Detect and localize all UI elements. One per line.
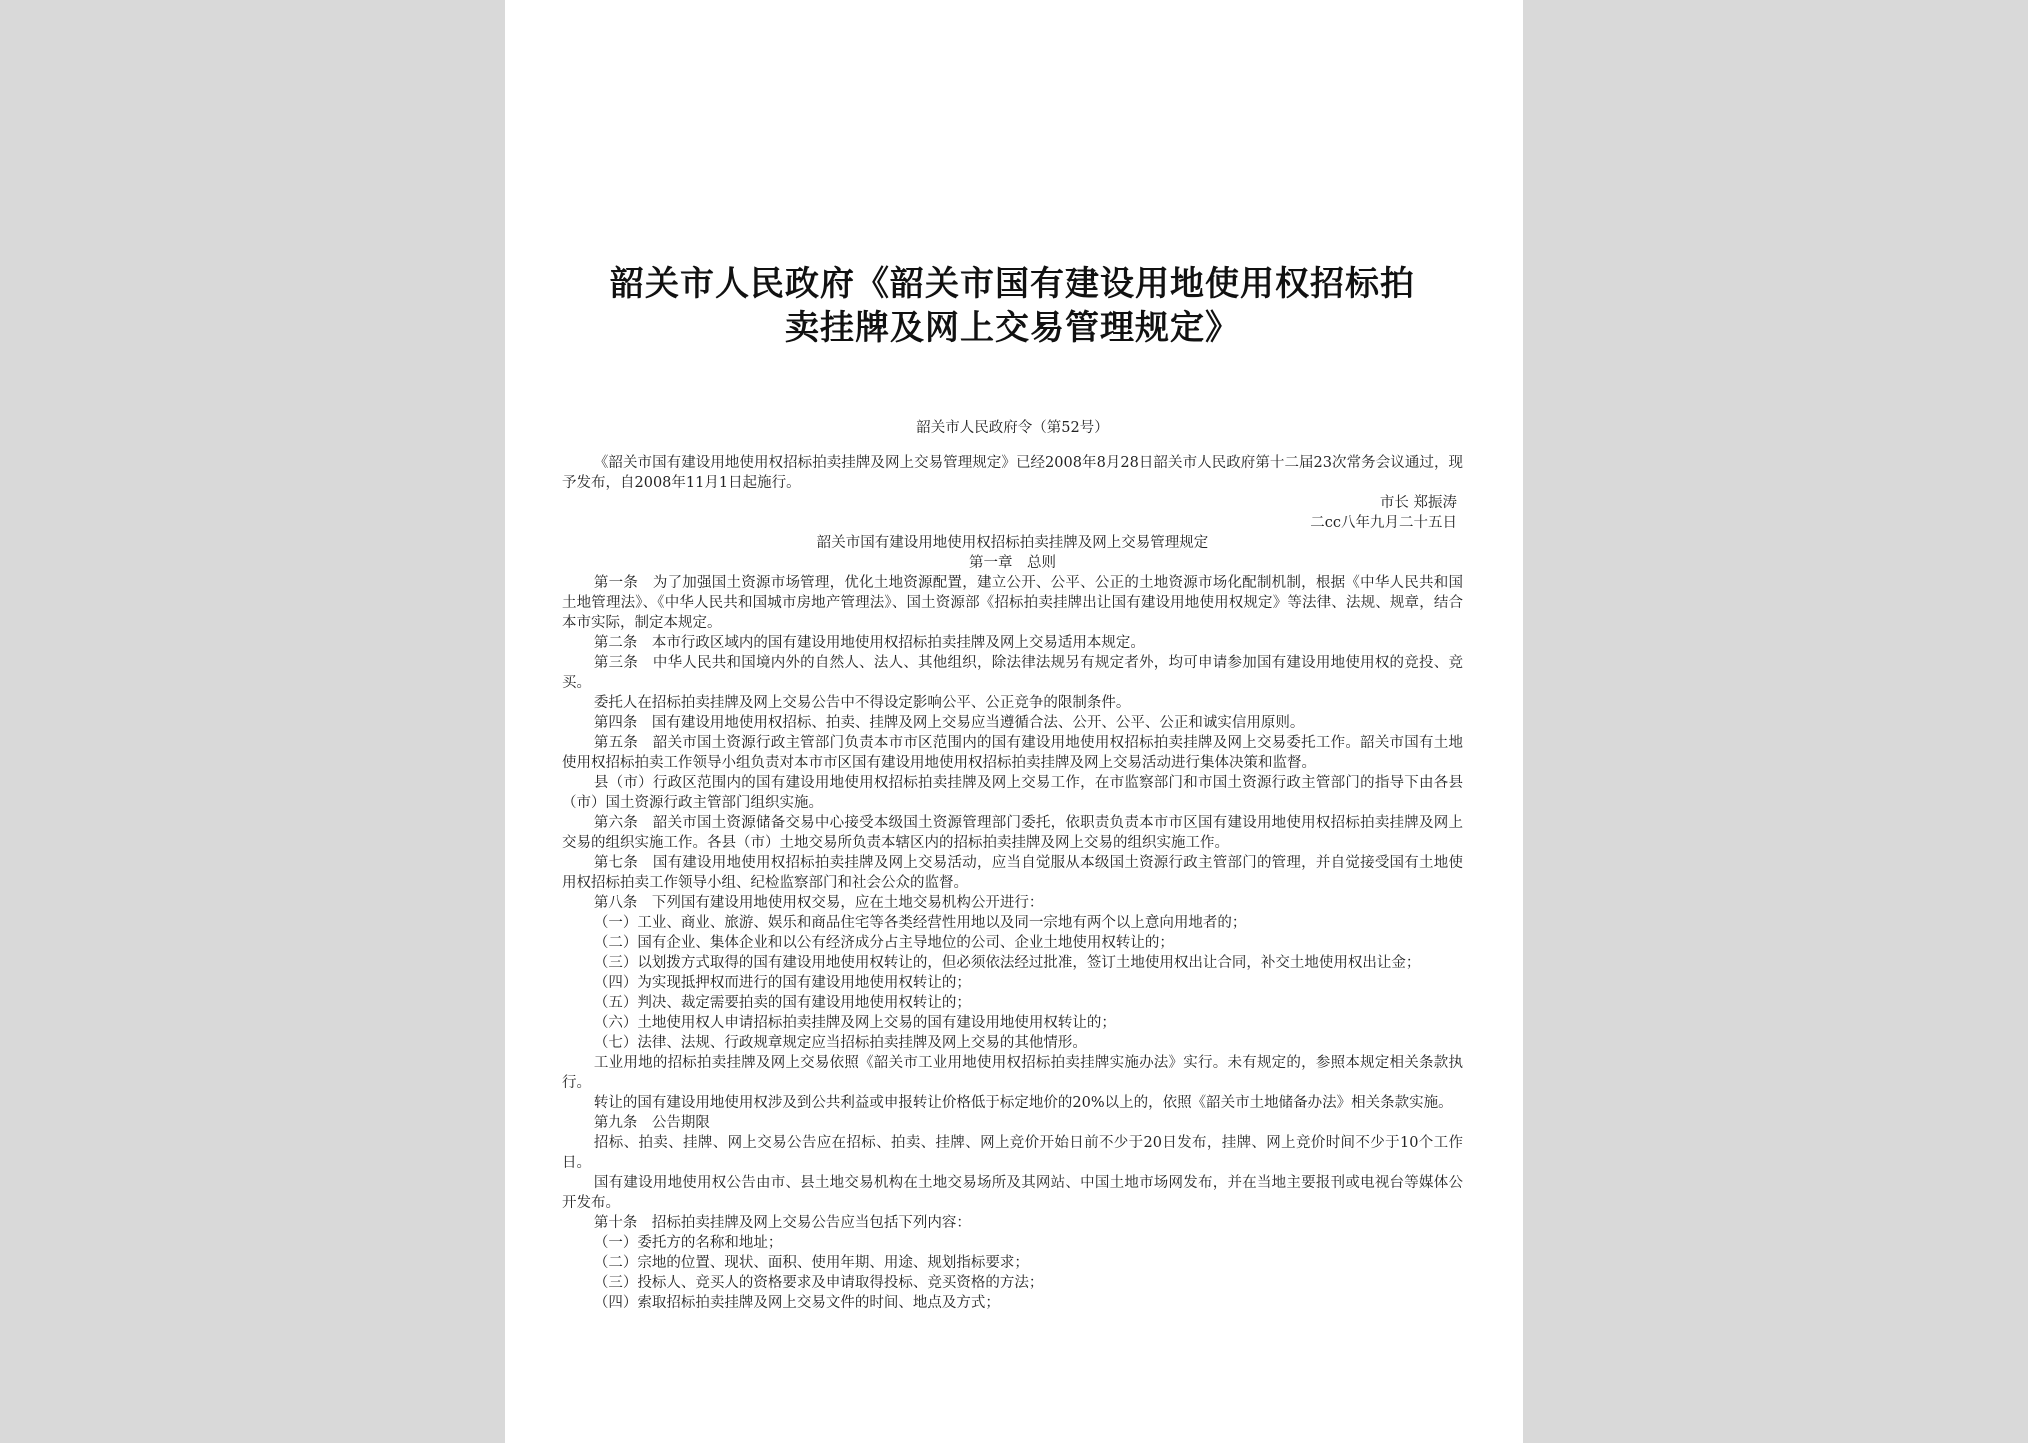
paragraph: 委托人在招标拍卖挂牌及网上交易公告中不得设定影响公平、公正竞争的限制条件。 <box>593 694 1131 711</box>
document-title <box>562 262 1463 350</box>
paragraph: 转让的国有建设用地使用权涉及到公共利益或申报转让价格低于标定地价的20%以上的，依照《韶关市土地储备办法》相关条款实施。 <box>593 1094 1453 1111</box>
paragraph: 第三条 中华人民共和国境内外的自然人、法人、其他组织，除法律法规另有规定者外，均可申请参加国有建设用地使用权的竞投、竞买。 <box>562 654 1463 691</box>
regulation-title: 韶关市国有建设用地使用权招标拍卖挂牌及网上交易管理规定 <box>816 534 1209 551</box>
document-body <box>562 418 1463 1313</box>
document-page <box>505 0 1523 1443</box>
paragraph: 第七条 国有建设用地使用权招标拍卖挂牌及网上交易活动，应当自觉服从本级国土资源行政主管部门的管理，并自觉接受国有土地使用权招标拍卖工作领导小组、纪检监察部门和社会公众的监督。 <box>562 854 1463 891</box>
list-item: （四）索取招标拍卖挂牌及网上交易文件的时间、地点及方式； <box>593 1294 1000 1311</box>
paragraph: 招标、拍卖、挂牌、网上交易公告应在招标、拍卖、挂牌、网上竞价开始日前不少于20日发布，挂牌、网上竞价时间不少于10个工作日。 <box>562 1134 1463 1171</box>
preamble: 《韶关市国有建设用地使用权招标拍卖挂牌及网上交易管理规定》已经2008年8月28日韶关市人民政府第十二届23次常务会议通过，现予发布，自2008年11月1日起施行。 <box>562 454 1463 491</box>
paragraph: 第五条 韶关市国土资源行政主管部门负责本市市区范围内的国有建设用地使用权招标拍卖挂牌及网上交易委托工作。韶关市国有土地使用权招标拍卖工作领导小组负责对本市市区国有建设用地使用权招标拍卖挂牌及网上交易活动进行集体决策和监督。 <box>562 734 1463 771</box>
paragraph: 第一条 为了加强国土资源市场管理，优化土地资源配置，建立公开、公平、公正的土地资源市场化配制机制，根据《中华人民共和国土地管理法》、《中华人民共和国城市房地产管理法》、国土资源部《招标拍卖挂牌出让国有建设用地使用权规定》等法律、法规、规章，结合本市实际，制定本规定。 <box>562 574 1463 631</box>
list-item: （三）以划拨方式取得的国有建设用地使用权转让的，但必须依法经过批准，签订土地使用权出让合同，补交土地使用权出让金； <box>593 954 1421 971</box>
list-item: （五）判决、裁定需要拍卖的国有建设用地使用权转让的； <box>593 994 971 1011</box>
sign-date: 二cc八年九月二十五日 <box>1310 514 1457 531</box>
paragraph: 工业用地的招标拍卖挂牌及网上交易依照《韶关市工业用地使用权招标拍卖挂牌实施办法》实行。未有规定的，参照本规定相关条款执行。 <box>562 1054 1463 1091</box>
order-number: 韶关市人民政府令（第52号） <box>916 420 1109 436</box>
paragraph: 第四条 国有建设用地使用权招标、拍卖、挂牌及网上交易应当遵循合法、公开、公平、公正和诚实信用原则。 <box>593 714 1305 731</box>
list-item: （一）工业、商业、旅游、娱乐和商品住宅等各类经营性用地以及同一宗地有两个以上意向用地者的； <box>593 914 1247 931</box>
list-item: （二）宗地的位置、现状、面积、使用年期、用途、规划指标要求； <box>593 1254 1029 1271</box>
paragraph: 第二条 本市行政区域内的国有建设用地使用权招标拍卖挂牌及网上交易适用本规定。 <box>593 634 1145 651</box>
list-item: （三）投标人、竞买人的资格要求及申请取得投标、竞买资格的方法； <box>593 1274 1044 1291</box>
title-line-1: 韶关市人民政府《韶关市国有建设用地使用权招标拍 <box>610 264 1415 304</box>
paragraph: 第六条 韶关市国土资源储备交易中心接受本级国土资源管理部门委托，依职责负责本市市区国有建设用地使用权招标拍卖挂牌及网上交易的组织实施工作。各县（市）土地交易所负责本辖区内的招标拍卖挂牌及网上交易的组织实施工作。 <box>562 814 1463 851</box>
list-item: （二）国有企业、集体企业和以公有经济成分占主导地位的公司、企业土地使用权转让的； <box>593 934 1174 951</box>
paragraph: 国有建设用地使用权公告由市、县土地交易机构在土地交易场所及其网站、中国土地市场网发布，并在当地主要报刊或电视台等媒体公开发布。 <box>562 1174 1463 1211</box>
signer: 市长 郑振涛 <box>1379 494 1457 511</box>
paragraph: 第十条 招标拍卖挂牌及网上交易公告应当包括下列内容： <box>593 1214 971 1231</box>
paragraph: 县（市）行政区范围内的国有建设用地使用权招标拍卖挂牌及网上交易工作，在市监察部门和市国土资源行政主管部门的指导下由各县（市）国土资源行政主管部门组织实施。 <box>562 774 1463 811</box>
chapter-heading: 第一章 总则 <box>969 554 1056 571</box>
list-item: （一）委托方的名称和地址； <box>593 1234 783 1251</box>
title-line-2: 卖挂牌及网上交易管理规定》 <box>785 308 1240 348</box>
list-item: （六）土地使用权人申请招标拍卖挂牌及网上交易的国有建设用地使用权转让的； <box>593 1014 1116 1031</box>
list-item: （四）为实现抵押权而进行的国有建设用地使用权转让的； <box>593 974 971 991</box>
paragraph: 第九条 公告期限 <box>593 1114 710 1131</box>
paragraph: 第八条 下列国有建设用地使用权交易，应在土地交易机构公开进行： <box>593 894 1044 911</box>
list-item: （七）法律、法规、行政规章规定应当招标拍卖挂牌及网上交易的其他情形。 <box>593 1034 1087 1051</box>
